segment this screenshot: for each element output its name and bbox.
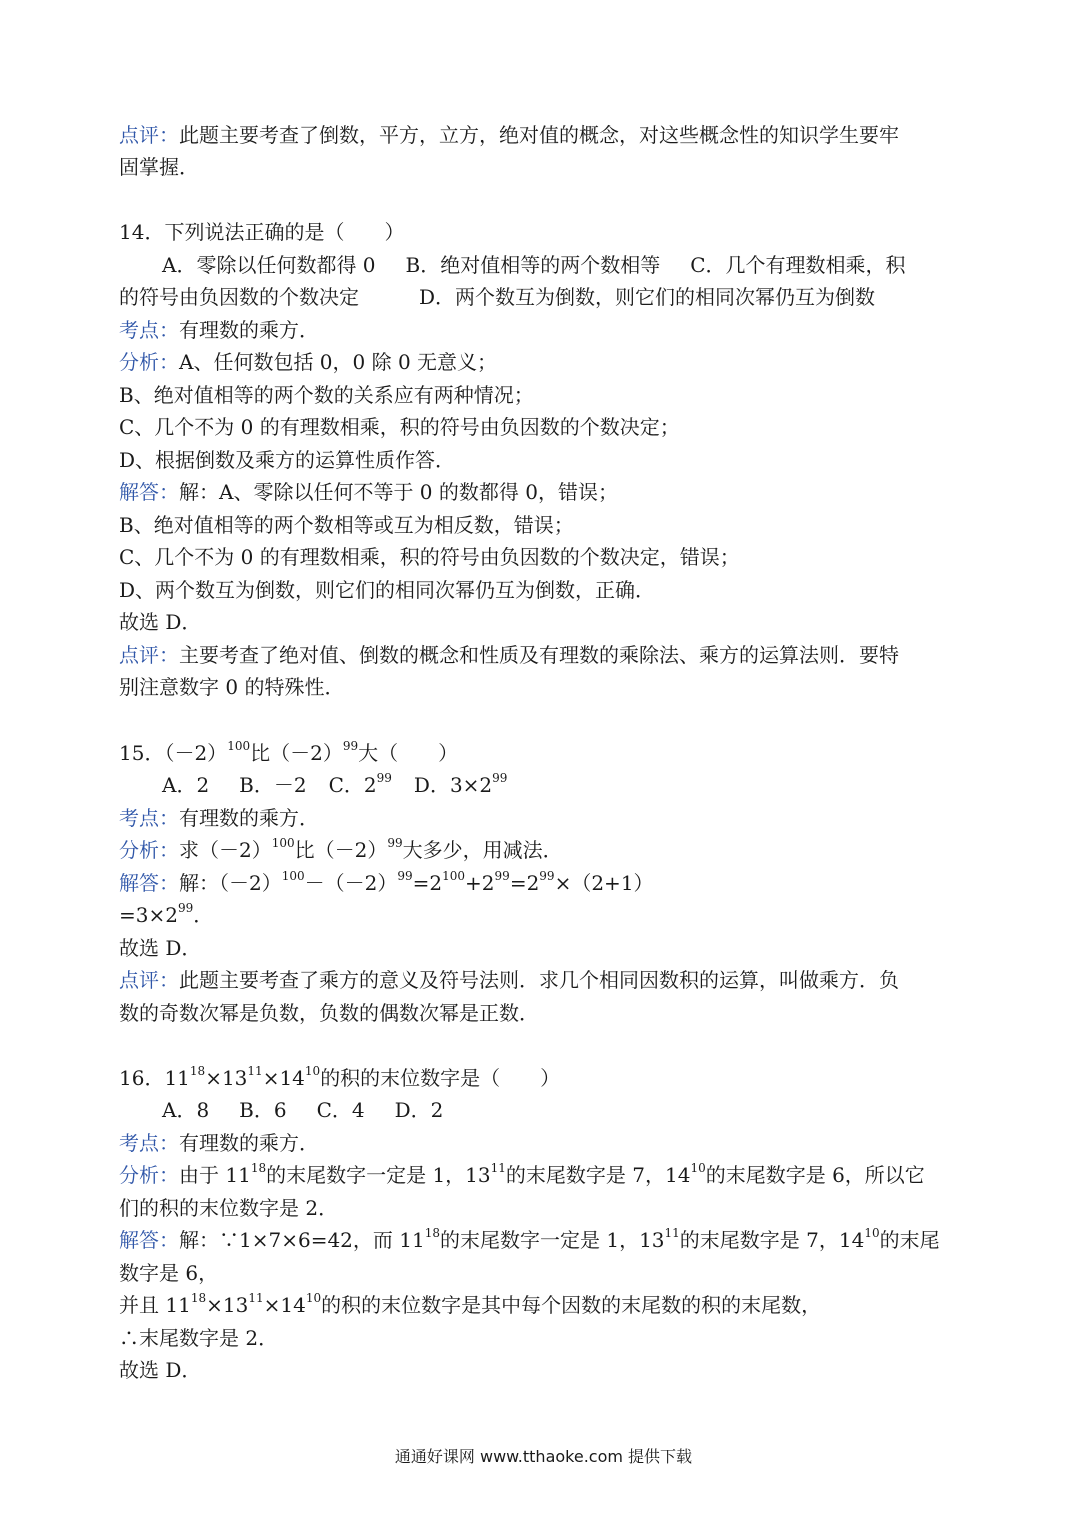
exponent: 18 <box>189 1064 206 1079</box>
page-footer: 通通好课网 www.tthaoke.com 提供下载 <box>394 1447 693 1466</box>
option-b: B．6 <box>239 1098 287 1122</box>
answer-line <box>119 1259 218 1287</box>
question-16-stem <box>119 1064 560 1092</box>
point-text: 有理数的乘方． <box>179 1131 319 1155</box>
review-label: 点评： <box>119 968 179 992</box>
question-text: ×13 <box>205 1066 248 1090</box>
answer-text: C、几个不为 0 的有理数相乘，积的符号由负因数的个数决定，错误； <box>119 545 740 569</box>
exponent: 99 <box>376 771 392 786</box>
option-c: C．4 <box>316 1098 365 1122</box>
exponent: 11 <box>664 1226 680 1241</box>
question-text: 14．下列说法正确的是（ ） <box>119 220 405 244</box>
answer-line <box>119 901 213 929</box>
option-a: A．8 <box>162 1098 210 1122</box>
question-text: 16．11 <box>119 1066 190 1090</box>
option-c-cont: 的符号由负因数的个数决定 <box>119 285 359 309</box>
answer-line <box>119 1226 940 1254</box>
answer-text: 的末尾 <box>879 1228 940 1252</box>
answer-text: 解：（－2） <box>179 871 282 895</box>
answer-text: ∴末尾数字是 2． <box>119 1326 279 1350</box>
review-line <box>119 121 899 149</box>
review-line <box>119 999 539 1027</box>
exponent: 18 <box>250 1161 267 1176</box>
choice-text: 故选 D． <box>119 1358 202 1382</box>
exponent: 10 <box>304 1064 321 1079</box>
choice-text: 故选 D． <box>119 936 202 960</box>
answer-line <box>119 869 654 897</box>
option-b: B．绝对值相等的两个数相等 <box>405 253 661 277</box>
question-16-options <box>162 1096 443 1124</box>
analysis-label: 分析： <box>119 838 179 862</box>
analysis-line <box>119 836 563 864</box>
answer-text: －（－2） <box>304 871 398 895</box>
review-label: 点评： <box>119 123 179 147</box>
answer-text: +2 <box>465 871 495 895</box>
answer-line <box>119 511 574 539</box>
exponent: 18 <box>190 1291 207 1306</box>
analysis-label: 分析： <box>119 1163 179 1187</box>
exponent: 10 <box>864 1226 880 1241</box>
option-d: D．2 <box>394 1098 444 1122</box>
choice-line <box>119 1356 201 1384</box>
answer-text: 并且 11 <box>119 1293 191 1317</box>
review-line <box>119 153 199 181</box>
question-14-stem <box>119 218 404 246</box>
answer-text: ×13 <box>206 1293 249 1317</box>
option-c: C．几个有理数相乘，积 <box>690 253 906 277</box>
analysis-line <box>119 1161 925 1189</box>
analysis-line <box>119 348 497 376</box>
answer-text: 解：∵1×7×6=42，而 11 <box>179 1228 425 1252</box>
exponent: 100 <box>442 869 466 884</box>
question-14-options <box>162 251 906 279</box>
option-a: A．2 <box>162 773 210 797</box>
exponent: 99 <box>539 869 555 884</box>
choice-text: 故选 D． <box>119 610 202 634</box>
exponent: 11 <box>247 1064 263 1079</box>
answer-line <box>119 478 618 506</box>
analysis-text: B、绝对值相等的两个数的关系应有两种情况； <box>119 383 534 407</box>
analysis-line <box>119 1194 338 1222</box>
review-line <box>119 966 899 994</box>
question-text: 大（ ） <box>358 741 459 765</box>
answer-text: ×14 <box>263 1293 306 1317</box>
point-text: 有理数的乘方． <box>179 806 319 830</box>
exponent: 18 <box>424 1226 440 1241</box>
option-d: D．3×2 <box>413 773 493 797</box>
answer-text: 数字是 6， <box>119 1261 219 1285</box>
answer-text: 解：A、零除以任何不等于 0 的数都得 0，错误； <box>179 480 618 504</box>
answer-label: 解答： <box>119 871 179 895</box>
option-d: D．两个数互为倒数，则它们的相同次幂仍互为倒数 <box>419 285 876 309</box>
answer-text: D、两个数互为倒数，则它们的相同次幂仍互为倒数，正确． <box>119 578 656 602</box>
exponent: 99 <box>177 901 194 916</box>
answer-text: 的末尾数字是 7，14 <box>679 1228 865 1252</box>
answer-text: =3×2 <box>119 903 178 927</box>
answer-line <box>119 576 655 604</box>
analysis-text: C、几个不为 0 的有理数相乘，积的符号由负因数的个数决定； <box>119 415 680 439</box>
exponent: 100 <box>271 836 295 851</box>
point-line <box>119 316 319 344</box>
analysis-text: 由于 11 <box>179 1163 251 1187</box>
answer-line <box>119 543 740 571</box>
question-text: 比（－2） <box>250 741 343 765</box>
exponent: 10 <box>305 1291 322 1306</box>
option-c: C．2 <box>328 773 377 797</box>
analysis-line <box>119 446 455 474</box>
review-label: 点评： <box>119 643 179 667</box>
exponent: 99 <box>342 739 359 754</box>
exponent: 10 <box>690 1161 706 1176</box>
analysis-text: D、根据倒数及乘方的运算性质作答． <box>119 448 456 472</box>
review-text: 主要考查了绝对值、倒数的概念和性质及有理数的乘除法、乘方的运算法则．要特 <box>179 643 899 667</box>
answer-line <box>119 1324 278 1352</box>
choice-line <box>119 608 201 636</box>
answer-text: =2 <box>412 871 443 895</box>
review-line <box>119 673 344 701</box>
answer-text: =2 <box>509 871 540 895</box>
exponent: 11 <box>248 1291 264 1306</box>
analysis-text: 的末尾数字是 7，14 <box>505 1163 691 1187</box>
answer-text: B、绝对值相等的两个数相等或互为相反数，错误； <box>119 513 574 537</box>
analysis-text: 的末尾数字是 6，所以它 <box>705 1163 925 1187</box>
analysis-line <box>119 381 534 409</box>
question-15-options <box>162 771 507 799</box>
answer-label: 解答： <box>119 1228 179 1252</box>
review-text: 别注意数字 0 的特殊性． <box>119 675 345 699</box>
analysis-label: 分析： <box>119 350 179 374</box>
question-15-stem <box>119 739 458 767</box>
question-text: 的积的末位数字是（ ） <box>320 1066 561 1090</box>
answer-text: 的积的末位数字是其中每个因数的末尾数的积的末尾数， <box>321 1293 822 1317</box>
review-text: 此题主要考查了乘方的意义及符号法则．求几个相同因数积的运算，叫做乘方．负 <box>179 968 899 992</box>
option-b: B．－2 <box>239 773 307 797</box>
answer-text: ． <box>193 903 214 927</box>
point-label: 考点： <box>119 1131 179 1155</box>
point-label: 考点： <box>119 318 179 342</box>
option-a: A．零除以任何数都得 0 <box>162 253 376 277</box>
answer-text: ×（2+1） <box>554 871 654 895</box>
exponent: 100 <box>281 869 305 884</box>
question-text: ×14 <box>262 1066 305 1090</box>
exponent: 99 <box>494 869 510 884</box>
review-text: 数的奇数次幂是负数，负数的偶数次幂是正数． <box>119 1001 539 1025</box>
answer-label: 解答： <box>119 480 179 504</box>
analysis-text: A、任何数包括 0，0 除 0 无意义； <box>179 350 498 374</box>
point-line <box>119 1129 319 1157</box>
review-line <box>119 641 899 669</box>
answer-text: 的末尾数字一定是 1，13 <box>439 1228 665 1252</box>
exponent: 100 <box>227 739 251 754</box>
exponent: 11 <box>490 1161 506 1176</box>
answer-line <box>119 1291 821 1319</box>
analysis-line <box>119 413 680 441</box>
review-text: 固掌握． <box>119 155 199 179</box>
analysis-text: 比（－2） <box>294 838 388 862</box>
question-14-options-cont <box>119 283 875 311</box>
analysis-text: 的末尾数字一定是 1，13 <box>266 1163 491 1187</box>
analysis-text: 求（－2） <box>179 838 272 862</box>
choice-line <box>119 934 201 962</box>
point-text: 有理数的乘方． <box>179 318 319 342</box>
analysis-text: 大多少，用减法． <box>402 838 563 862</box>
point-line <box>119 804 319 832</box>
exponent: 99 <box>387 836 403 851</box>
question-text: 15．（－2） <box>119 741 228 765</box>
exponent: 99 <box>492 771 508 786</box>
review-text: 此题主要考查了倒数，平方，立方，绝对值的概念，对这些概念性的知识学生要牢 <box>179 123 899 147</box>
point-label: 考点： <box>119 806 179 830</box>
analysis-text: 们的积的末位数字是 2． <box>119 1196 339 1220</box>
exponent: 99 <box>397 869 413 884</box>
